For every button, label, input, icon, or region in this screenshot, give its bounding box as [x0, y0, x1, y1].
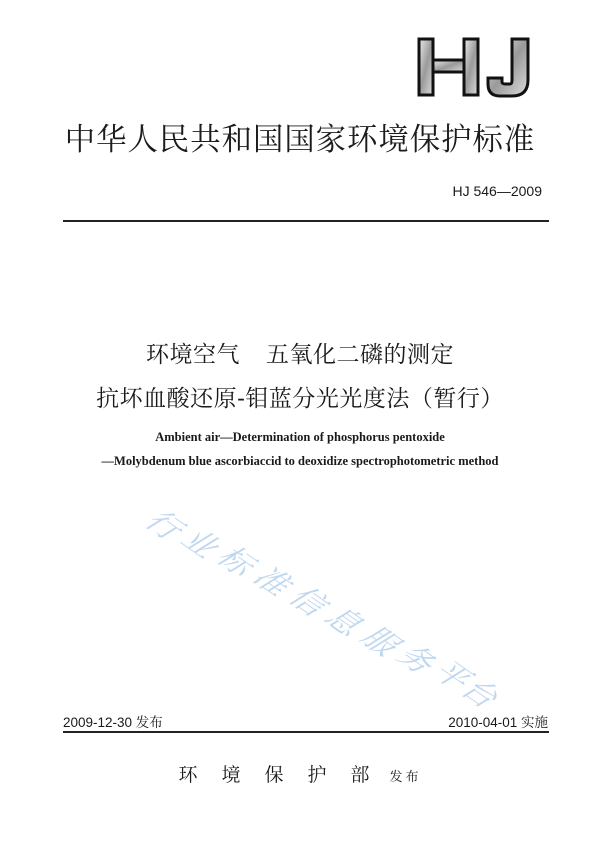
issuing-authority-title: 中华人民共和国国家环境保护标准	[64, 122, 536, 158]
chinese-title-subject: 环境空气	[146, 342, 240, 368]
english-title-line-1: Ambient air—Determination of phosphorus pentoxide	[155, 430, 445, 444]
standard-number: HJ 546—2009	[452, 183, 542, 199]
chinese-title-determination: 五氧化二磷的测定	[266, 342, 454, 368]
watermark	[137, 500, 510, 715]
watermark-char: 台	[453, 671, 505, 715]
watermark-char: 息	[317, 599, 369, 643]
watermark-char: 行	[137, 503, 189, 547]
hj-logo	[416, 36, 544, 98]
watermark-char: 信	[281, 579, 333, 623]
header-divider	[63, 220, 549, 222]
watermark-char: 务	[389, 637, 441, 681]
publisher-action: 发布	[389, 770, 422, 785]
watermark-char: 平	[425, 653, 477, 697]
hj-logo-icon	[416, 36, 544, 98]
publisher-organization: 环境保护部	[178, 764, 394, 786]
publisher-line	[0, 760, 600, 787]
issue-date: 2009-12-30 发布	[63, 715, 163, 730]
chinese-title-line-1	[0, 336, 600, 369]
watermark-char: 准	[245, 559, 297, 603]
implementation-date: 2010-04-01 实施	[448, 715, 548, 730]
footer-divider	[63, 731, 549, 733]
watermark-char: 业	[173, 521, 225, 565]
english-title-line-2: —Molybdenum blue ascorbiaccid to deoxidize spectrophotometric method	[101, 454, 499, 468]
watermark-char: 标	[209, 539, 261, 583]
chinese-title-line-2: 抗坏血酸还原-钼蓝分光光度法（暂行）	[96, 386, 504, 412]
watermark-char: 服	[353, 619, 405, 663]
